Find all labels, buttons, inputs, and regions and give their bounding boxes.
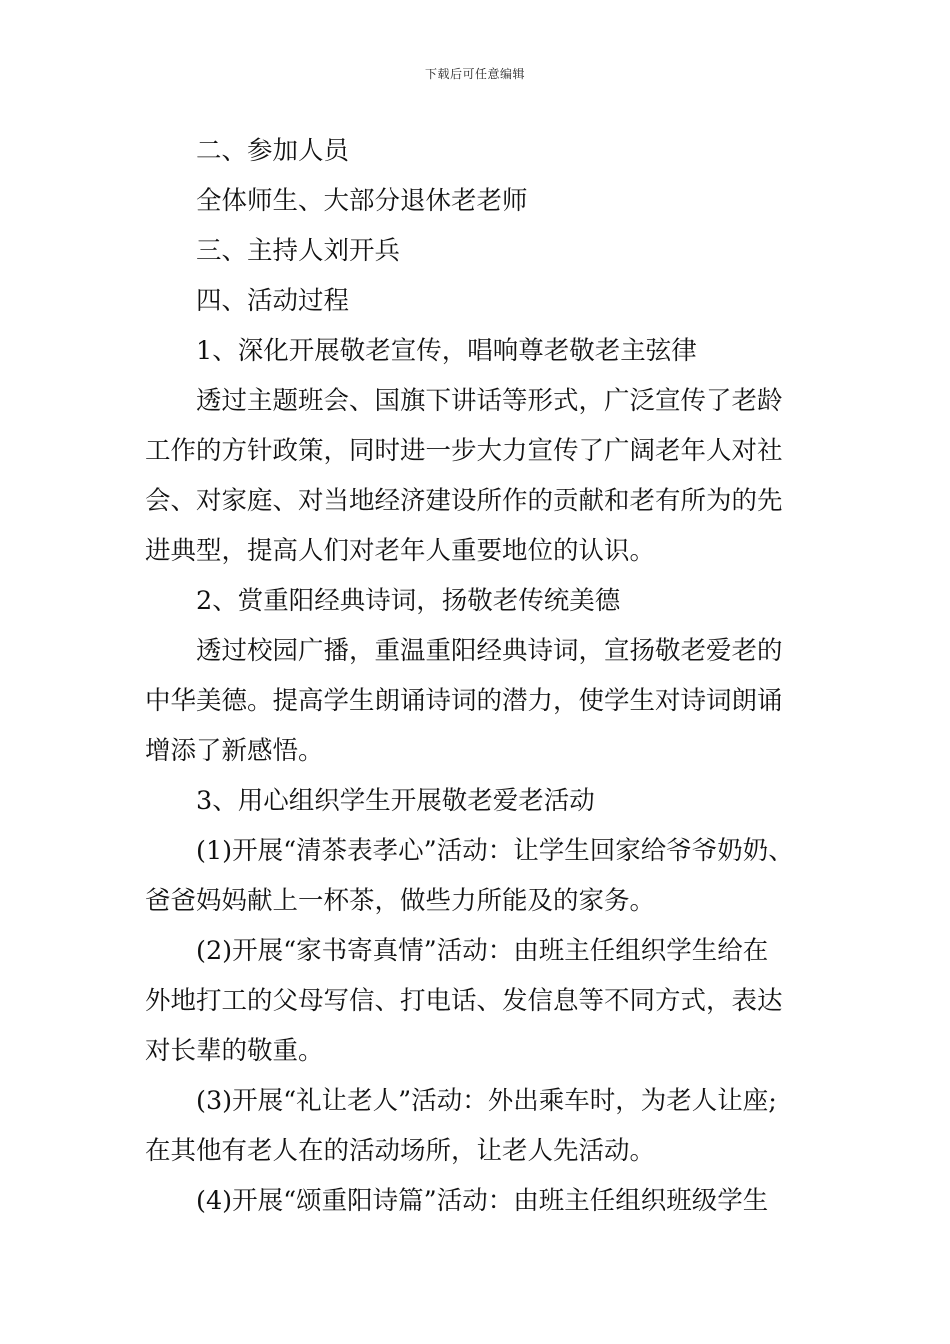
text-line: 2、赏重阳经典诗词，扬敬老传统美德 [196,586,621,616]
text-line: 爸爸妈妈献上一杯茶，做些力所能及的家务。 [145,886,656,916]
text-line: 三、主持人刘开兵 [196,236,401,266]
text-line: 工作的方针政策，同时进一步大力宣传了广阔老年人对社 [145,436,783,466]
text-line: 中华美德。提高学生朗诵诗词的潜力，使学生对诗词朗诵 [145,686,783,716]
text-line: (4)开展“颂重阳诗篇”活动：由班主任组织班级学生 [196,1186,769,1216]
text-line: 透过校园广播，重温重阳经典诗词，宣扬敬老爱老的 [196,636,783,666]
text-line: 进典型，提高人们对老年人重要地位的认识。 [145,536,656,566]
text-line: (2)开展“家书寄真情”活动：由班主任组织学生给在 [196,936,769,966]
text-line: 在其他有老人在的活动场所，让老人先活动。 [145,1136,656,1166]
text-line: 四、活动过程 [196,286,350,316]
document-body [145,126,815,1226]
text-line: (3)开展“礼让老人”活动：外出乘车时，为老人让座; [196,1086,777,1116]
header-note: 下载后可任意编辑 [424,67,525,81]
text-line: (1)开展“清茶表孝心”活动：让学生回家给爷爷奶奶、 [196,836,794,866]
text-line: 二、参加人员 [196,136,350,166]
text-line: 会、对家庭、对当地经济建设所作的贡献和老有所为的先 [145,486,783,516]
text-line: 对长辈的敬重。 [145,1036,324,1066]
text-line: 增添了新感悟。 [145,736,324,766]
text-line: 透过主题班会、国旗下讲话等形式，广泛宣传了老龄 [196,386,783,416]
text-line: 3、用心组织学生开展敬老爱老活动 [196,786,595,816]
text-line: 外地打工的父母写信、打电话、发信息等不同方式，表达 [145,986,783,1016]
text-line: 全体师生、大部分退休老老师 [196,186,528,216]
text-line: 1、深化开展敬老宣传，唱响尊老敬老主弦律 [196,336,697,366]
